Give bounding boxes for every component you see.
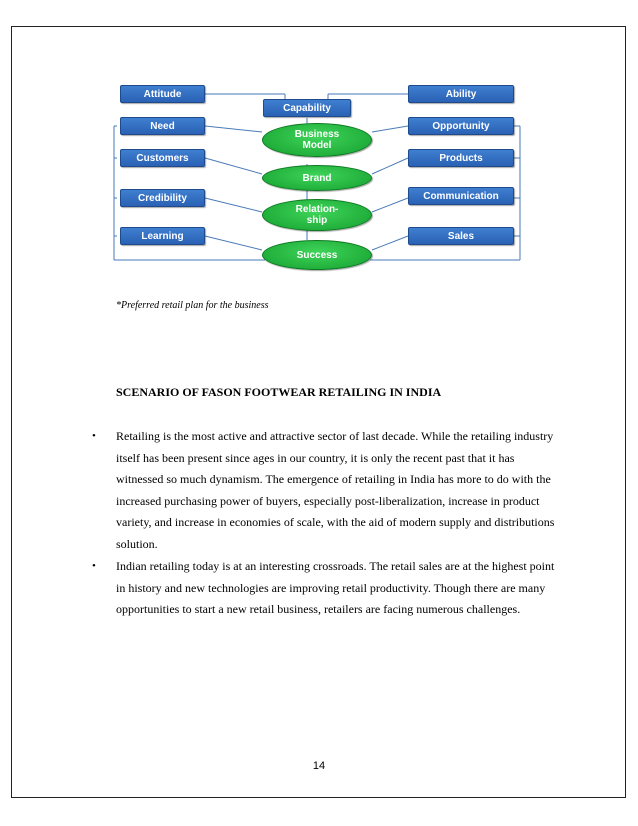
bullet-icon: •	[92, 560, 96, 572]
box-learning: Learning	[120, 227, 205, 245]
oval-brand-label: Brand	[302, 172, 332, 184]
bullet-list	[92, 426, 562, 622]
box-sales: Sales	[408, 227, 514, 245]
box-capability: Capability	[263, 99, 351, 117]
box-need: Need	[120, 117, 205, 135]
box-ability: Ability	[408, 85, 514, 103]
section-heading: SCENARIO OF FASON FOOTWEAR RETAILING IN INDIA	[116, 385, 442, 399]
page-number: 14	[312, 760, 326, 772]
box-credibility: Credibility	[120, 189, 205, 207]
oval-relationship-line1: Relation-	[295, 204, 339, 215]
diagram-caption: *Preferred retail plan for the business	[116, 300, 269, 311]
box-customers: Customers	[120, 149, 205, 167]
bullet-icon: •	[92, 430, 96, 442]
box-products: Products	[408, 149, 514, 167]
oval-relationship-line2: ship	[306, 215, 328, 226]
oval-business-model	[262, 123, 372, 157]
oval-business-model-line2: Model	[302, 140, 332, 151]
bullet-item	[92, 556, 562, 621]
oval-business-model-line1: Business	[294, 129, 340, 140]
oval-success	[262, 240, 372, 270]
retail-plan-diagram	[100, 78, 530, 278]
box-opportunity: Opportunity	[408, 117, 514, 135]
oval-brand	[262, 165, 372, 191]
bullet-text: Retailing is the most active and attractive sector of last decade. While the retailing industry itself has been present since ages in our country, it is only the recent past that it has witnessed so much dynamism. The emergence of retailing in India has more to do with the increased purchasing power of buyers, especially post-liberalization, increase in product variety, and increase in economies of scale, with the aid of modern supply and distributions solution.	[116, 429, 555, 551]
oval-relationship	[262, 199, 372, 231]
box-communication: Communication	[408, 187, 514, 205]
oval-success-label: Success	[296, 249, 338, 261]
bullet-item	[92, 426, 562, 555]
box-attitude: Attitude	[120, 85, 205, 103]
bullet-text: Indian retailing today is at an interesting crossroads. The retail sales are at the highest point in history and new technologies are improving retail productivity. Though there are many opportunities to start a new retail business, retailers are facing numerous challenges.	[116, 559, 555, 616]
